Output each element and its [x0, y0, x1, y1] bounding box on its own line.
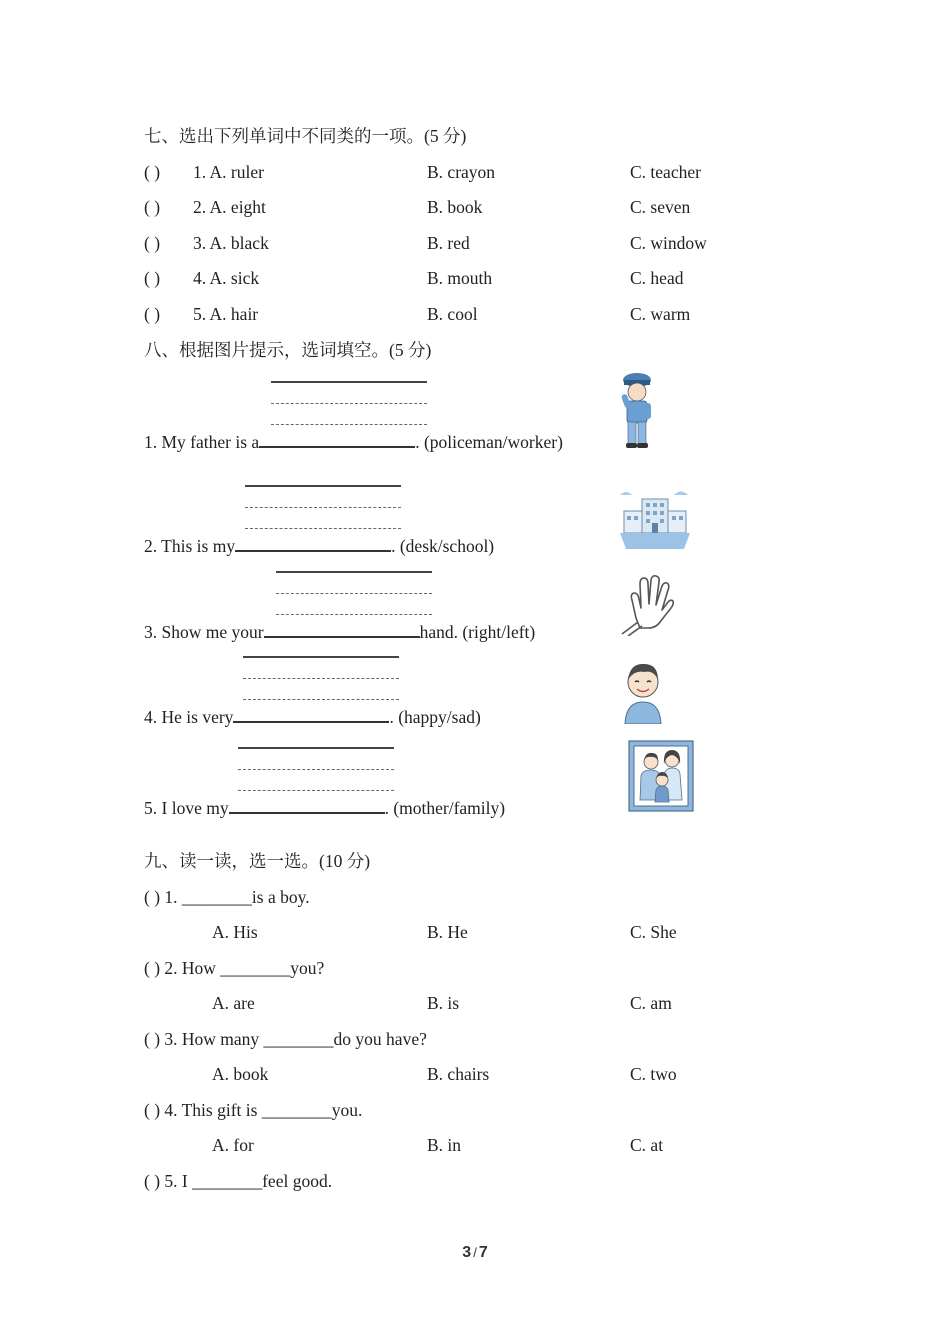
sentence-end: . (policeman/worker) — [415, 432, 563, 452]
sentence-end: . (happy/sad) — [389, 707, 481, 727]
option-a: 3. A. black — [193, 233, 269, 253]
answer-paren[interactable]: ( ) — [144, 197, 161, 217]
option-b: B. is — [427, 993, 460, 1013]
hand-icon — [618, 570, 674, 636]
happy-boy-icon — [620, 658, 666, 724]
option-a: 2. A. eight — [193, 197, 266, 217]
option-b: B. cool — [427, 304, 478, 324]
option-a: A. book — [212, 1064, 269, 1084]
answer-paren[interactable]: ( ) — [144, 162, 161, 182]
option-c: C. window — [630, 233, 707, 253]
writing-guide-bottom — [276, 614, 432, 615]
answer-paren[interactable]: ( ) — [144, 1100, 161, 1120]
option-c: C. seven — [630, 197, 691, 217]
answer-blank[interactable] — [264, 622, 420, 638]
writing-guide-top — [245, 485, 401, 487]
answer-blank[interactable] — [233, 707, 389, 723]
writing-guide-top — [243, 656, 399, 658]
option-b: B. red — [427, 233, 470, 253]
page-number — [0, 1244, 950, 1262]
page-separator: / — [473, 1245, 477, 1260]
option-c: C. warm — [630, 304, 691, 324]
option-b: B. mouth — [427, 268, 493, 288]
option-b: B. in — [427, 1135, 462, 1155]
option-a: A. are — [212, 993, 255, 1013]
section-7-heading: 七、选出下列单词中不同类的一项。(5 分) — [144, 126, 467, 146]
family-photo-icon — [628, 740, 694, 812]
sentence-end: hand. (right/left) — [419, 622, 536, 642]
option-a: 1. A. ruler — [193, 162, 264, 182]
option-c: C. am — [630, 993, 672, 1013]
writing-guide-middle — [245, 507, 401, 508]
writing-guide-middle — [271, 403, 427, 404]
question-stem: 3. How many ________do you have? — [160, 1029, 427, 1049]
answer-blank[interactable] — [259, 432, 415, 448]
option-a: A. for — [212, 1135, 254, 1155]
option-c: C. teacher — [630, 162, 701, 182]
writing-guide-bottom — [243, 699, 399, 700]
answer-paren[interactable]: ( ) — [144, 304, 161, 324]
answer-paren[interactable]: ( ) — [144, 887, 161, 907]
sentence-start: 1. My father is a — [144, 432, 260, 452]
option-a: 4. A. sick — [193, 268, 260, 288]
policeman-icon — [614, 370, 660, 450]
section-8-heading: 八、根据图片提示，选词填空。(5 分) — [144, 340, 432, 360]
writing-guide-middle — [238, 769, 394, 770]
option-c: C. at — [630, 1135, 664, 1155]
page-total: 7 — [478, 1244, 488, 1261]
section-9-heading: 九、读一读，选一选。(10 分) — [144, 851, 371, 871]
writing-guide-top — [276, 571, 432, 573]
option-c: C. two — [630, 1064, 677, 1084]
answer-paren[interactable]: ( ) — [144, 1171, 161, 1191]
sentence-start: 5. I love my — [144, 798, 229, 818]
writing-guide-bottom — [271, 424, 427, 425]
writing-guide-bottom — [238, 790, 394, 791]
option-b: B. crayon — [427, 162, 496, 182]
sentence-end: . (mother/family) — [384, 798, 506, 818]
writing-guide-top — [238, 747, 394, 749]
writing-guide-top — [271, 381, 427, 383]
answer-paren[interactable]: ( ) — [144, 1029, 161, 1049]
option-b: B. book — [427, 197, 483, 217]
option-a: 5. A. hair — [193, 304, 259, 324]
option-b: B. He — [427, 922, 468, 942]
answer-blank[interactable] — [229, 798, 385, 814]
sentence-end: . (desk/school) — [391, 536, 495, 556]
question-stem: 5. I ________feel good. — [160, 1171, 333, 1191]
option-c: C. She — [630, 922, 677, 942]
answer-paren[interactable]: ( ) — [144, 268, 161, 288]
option-b: B. chairs — [427, 1064, 490, 1084]
sentence-start: 2. This is my — [144, 536, 236, 556]
writing-guide-middle — [276, 593, 432, 594]
page-current: 3 — [462, 1244, 472, 1261]
writing-guide-bottom — [245, 528, 401, 529]
question-stem: 1. ________is a boy. — [160, 887, 310, 907]
sentence-start: 3. Show me your — [144, 622, 264, 642]
option-c: C. head — [630, 268, 684, 288]
sentence-start: 4. He is very — [144, 707, 234, 727]
option-a: A. His — [212, 922, 258, 942]
school-icon — [618, 487, 692, 551]
writing-guide-middle — [243, 678, 399, 679]
answer-paren[interactable]: ( ) — [144, 233, 161, 253]
question-stem: 2. How ________you? — [160, 958, 325, 978]
answer-paren[interactable]: ( ) — [144, 958, 161, 978]
answer-blank[interactable] — [235, 536, 391, 552]
question-stem: 4. This gift is ________you. — [160, 1100, 363, 1120]
